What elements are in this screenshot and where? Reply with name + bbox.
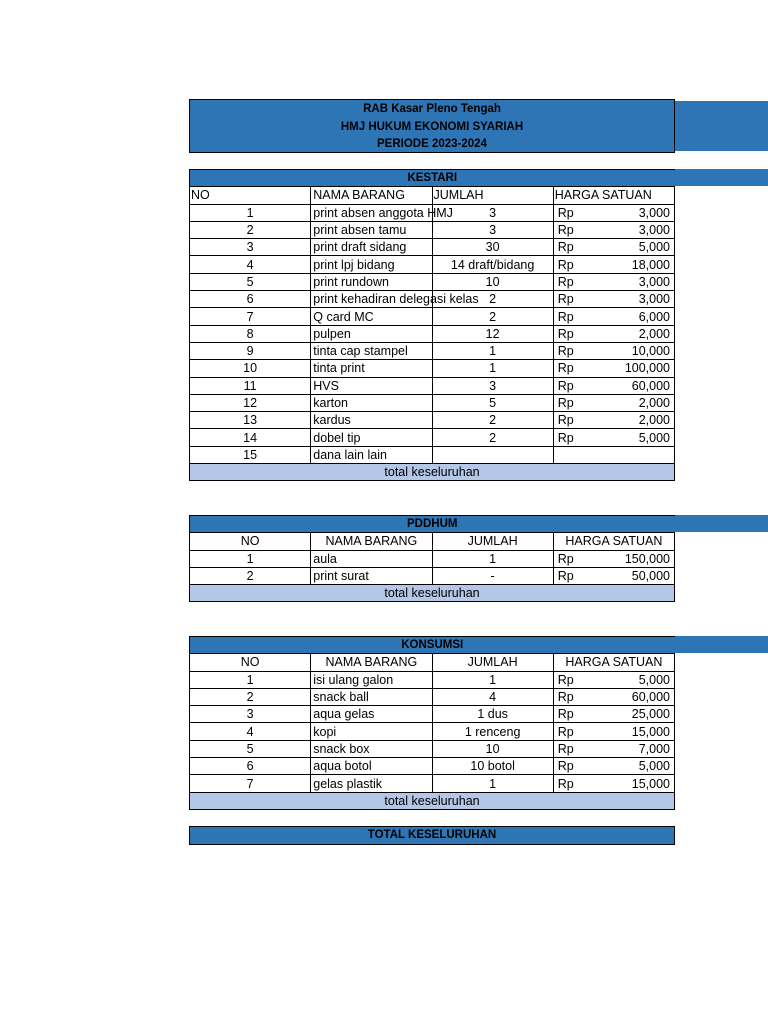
cell-no: 2	[190, 221, 311, 238]
cell-nama-barang: aqua gelas	[311, 706, 432, 723]
cell-harga-satuan	[553, 204, 674, 221]
currency-label: Rp	[557, 724, 574, 739]
cell-harga-satuan	[553, 550, 674, 567]
section-kestari	[189, 169, 675, 481]
price-amount: 5,000	[638, 240, 670, 255]
section-title: PDDHUM	[190, 516, 675, 533]
cell-harga-satuan	[553, 360, 674, 377]
cell-nama-barang: HVS	[311, 377, 432, 394]
price-amount: 5,000	[638, 430, 670, 445]
price-amount: 60,000	[631, 378, 670, 393]
col-header-harga: HARGA SATUAN	[553, 187, 674, 204]
cell-nama-barang: print absen tamu	[311, 221, 432, 238]
cell-jumlah: 10	[432, 273, 553, 290]
cell-jumlah: 4	[432, 688, 553, 705]
cell-nama-barang: print surat	[311, 567, 432, 584]
section-konsumsi	[189, 636, 675, 810]
price-amount: 6,000	[638, 309, 670, 324]
cell-jumlah: 1 renceng	[432, 723, 553, 740]
cell-nama-barang: snack box	[311, 740, 432, 757]
cell-harga-satuan	[553, 412, 674, 429]
currency-label: Rp	[557, 344, 574, 359]
currency-label: Rp	[557, 309, 574, 324]
cell-nama-barang: print draft sidang	[311, 239, 432, 256]
cell-jumlah: -	[432, 567, 553, 584]
cell-no: 11	[190, 377, 311, 394]
cell-nama-barang: pulpen	[311, 325, 432, 342]
table-row	[190, 775, 675, 792]
cell-no: 1	[190, 204, 311, 221]
cell-no: 6	[190, 291, 311, 308]
cell-jumlah: 1	[432, 671, 553, 688]
cell-no: 7	[190, 775, 311, 792]
table-row	[190, 446, 675, 463]
cell-jumlah: 10 botol	[432, 758, 553, 775]
cell-no: 1	[190, 550, 311, 567]
cell-jumlah: 3	[432, 221, 553, 238]
section-band-kestari	[675, 169, 768, 186]
price-amount: 100,000	[624, 361, 670, 376]
cell-nama-barang: print kehadiran delegasi kelas	[311, 291, 432, 308]
grand-total: TOTAL KESELURUHAN	[189, 826, 675, 845]
document-header	[189, 99, 675, 153]
currency-label: Rp	[557, 205, 574, 220]
cell-harga-satuan	[553, 377, 674, 394]
cell-harga-satuan	[553, 567, 674, 584]
cell-no: 7	[190, 308, 311, 325]
currency-label: Rp	[557, 274, 574, 289]
cell-harga-satuan	[553, 723, 674, 740]
konsumsi-table	[189, 636, 675, 810]
col-header-no: NO	[190, 187, 311, 204]
cell-nama-barang: aqua botol	[311, 758, 432, 775]
cell-no: 2	[190, 688, 311, 705]
cell-jumlah: 2	[432, 429, 553, 446]
section-band-konsumsi	[675, 636, 768, 653]
cell-nama-barang: tinta print	[311, 360, 432, 377]
header-period: PERIODE 2023-2024	[377, 138, 487, 150]
cell-nama-barang: dana lain lain	[311, 446, 432, 463]
currency-label: Rp	[557, 430, 574, 445]
cell-harga-satuan	[553, 446, 674, 463]
section-pddhum	[189, 515, 675, 602]
currency-label: Rp	[557, 569, 574, 584]
cell-nama-barang: print absen anggota HMJ	[311, 204, 432, 221]
cell-no: 15	[190, 446, 311, 463]
col-header-no: NO	[190, 654, 311, 671]
cell-no: 4	[190, 723, 311, 740]
cell-nama-barang: dobel tip	[311, 429, 432, 446]
table-row	[190, 325, 675, 342]
table-row	[190, 308, 675, 325]
currency-label: Rp	[557, 240, 574, 255]
cell-harga-satuan	[553, 740, 674, 757]
currency-label: Rp	[557, 741, 574, 756]
cell-harga-satuan	[553, 671, 674, 688]
table-row	[190, 291, 675, 308]
cell-nama-barang: Q card MC	[311, 308, 432, 325]
cell-jumlah: 2	[432, 412, 553, 429]
price-amount: 10,000	[631, 344, 670, 359]
price-amount: 150,000	[624, 551, 670, 566]
currency-label: Rp	[557, 361, 574, 376]
cell-harga-satuan	[553, 256, 674, 273]
currency-label: Rp	[557, 707, 574, 722]
cell-no: 1	[190, 671, 311, 688]
currency-label: Rp	[557, 292, 574, 307]
price-amount: 2,000	[638, 396, 670, 410]
col-header-jumlah: JUMLAH	[432, 533, 553, 550]
cell-jumlah: 1 dus	[432, 706, 553, 723]
cell-nama-barang: isi ulang galon	[311, 671, 432, 688]
col-header-harga: HARGA SATUAN	[553, 533, 674, 550]
price-amount: 15,000	[631, 776, 670, 791]
cell-jumlah: 1	[432, 775, 553, 792]
cell-jumlah: 3	[432, 377, 553, 394]
section-total: total keseluruhan	[190, 792, 675, 809]
cell-jumlah: 14 draft/bidang	[432, 256, 553, 273]
table-row	[190, 688, 675, 705]
kestari-rows	[190, 204, 675, 463]
cell-no: 5	[190, 740, 311, 757]
col-header-nama: NAMA BARANG	[311, 533, 432, 550]
col-header-jumlah: JUMLAH	[432, 654, 553, 671]
table-row	[190, 671, 675, 688]
cell-nama-barang: snack ball	[311, 688, 432, 705]
cell-nama-barang: kopi	[311, 723, 432, 740]
col-header-jumlah: JUMLAH	[432, 187, 553, 204]
cell-nama-barang: tinta cap stampel	[311, 342, 432, 359]
cell-jumlah: 3	[432, 204, 553, 221]
cell-no: 13	[190, 412, 311, 429]
konsumsi-rows	[190, 671, 675, 792]
cell-nama-barang: kardus	[311, 412, 432, 429]
cell-no: 12	[190, 394, 311, 411]
cell-nama-barang: print lpj bidang	[311, 256, 432, 273]
section-total: total keseluruhan	[190, 464, 675, 481]
currency-label: Rp	[557, 759, 574, 774]
table-row	[190, 723, 675, 740]
pddhum-table	[189, 515, 675, 602]
cell-nama-barang: gelas plastik	[311, 775, 432, 792]
currency-label: Rp	[557, 551, 574, 566]
header-title: RAB Kasar Pleno Tengah	[363, 103, 501, 115]
section-total: total keseluruhan	[190, 585, 675, 602]
table-row	[190, 377, 675, 394]
table-row	[190, 567, 675, 584]
currency-label: Rp	[557, 672, 574, 687]
price-amount: 3,000	[638, 205, 670, 220]
price-amount: 3,000	[638, 223, 670, 238]
cell-jumlah: 12	[432, 325, 553, 342]
col-header-no: NO	[190, 533, 311, 550]
col-header-harga: HARGA SATUAN	[553, 654, 674, 671]
cell-no: 3	[190, 239, 311, 256]
currency-label: Rp	[557, 396, 574, 410]
pddhum-rows	[190, 550, 675, 585]
cell-harga-satuan	[553, 342, 674, 359]
currency-label: Rp	[557, 378, 574, 393]
cell-harga-satuan	[553, 688, 674, 705]
table-row	[190, 394, 675, 411]
price-amount: 2,000	[638, 326, 670, 341]
cell-nama-barang: print rundown	[311, 273, 432, 290]
table-row	[190, 758, 675, 775]
price-amount: 7,000	[638, 741, 670, 756]
cell-no: 9	[190, 342, 311, 359]
col-header-nama: NAMA BARANG	[311, 187, 432, 204]
cell-nama-barang: karton	[311, 394, 432, 411]
cell-harga-satuan	[553, 706, 674, 723]
table-row	[190, 239, 675, 256]
section-title: KONSUMSI	[190, 637, 675, 654]
col-header-nama: NAMA BARANG	[311, 654, 432, 671]
price-amount: 3,000	[638, 292, 670, 307]
currency-label: Rp	[557, 690, 574, 705]
table-row	[190, 706, 675, 723]
table-row	[190, 412, 675, 429]
table-row	[190, 273, 675, 290]
table-row	[190, 256, 675, 273]
cell-harga-satuan	[553, 221, 674, 238]
price-amount: 50,000	[631, 569, 670, 584]
cell-harga-satuan	[553, 308, 674, 325]
price-amount: 5,000	[638, 672, 670, 687]
currency-label: Rp	[557, 413, 574, 428]
cell-no: 2	[190, 567, 311, 584]
kestari-table	[189, 169, 675, 481]
cell-jumlah: 1	[432, 550, 553, 567]
cell-harga-satuan	[553, 758, 674, 775]
table-row	[190, 429, 675, 446]
price-amount: 18,000	[631, 257, 670, 272]
cell-no: 14	[190, 429, 311, 446]
cell-harga-satuan	[553, 239, 674, 256]
cell-jumlah: 1	[432, 360, 553, 377]
cell-jumlah: 2	[432, 291, 553, 308]
cell-no: 4	[190, 256, 311, 273]
cell-no: 5	[190, 273, 311, 290]
cell-no: 6	[190, 758, 311, 775]
table-row	[190, 204, 675, 221]
header-organization: HMJ HUKUM EKONOMI SYARIAH	[340, 120, 524, 133]
table-row	[190, 221, 675, 238]
cell-harga-satuan	[553, 394, 674, 411]
cell-no: 8	[190, 325, 311, 342]
cell-jumlah: 1	[432, 342, 553, 359]
cell-harga-satuan	[553, 325, 674, 342]
price-amount: 15,000	[631, 724, 670, 739]
cell-jumlah: 10	[432, 740, 553, 757]
cell-jumlah	[432, 446, 553, 463]
cell-harga-satuan	[553, 273, 674, 290]
table-row	[190, 550, 675, 567]
price-amount: 5,000	[638, 759, 670, 774]
cell-nama-barang: aula	[311, 550, 432, 567]
table-row	[190, 740, 675, 757]
price-amount: 2,000	[638, 413, 670, 428]
cell-no: 3	[190, 706, 311, 723]
currency-label: Rp	[557, 223, 574, 238]
cell-harga-satuan	[553, 775, 674, 792]
cell-jumlah: 5	[432, 394, 553, 411]
table-row	[190, 342, 675, 359]
currency-label: Rp	[557, 776, 574, 791]
cell-jumlah: 2	[432, 308, 553, 325]
section-band-pddhum	[675, 515, 768, 532]
price-amount: 25,000	[631, 707, 670, 722]
cell-harga-satuan	[553, 291, 674, 308]
cell-no: 10	[190, 360, 311, 377]
cell-harga-satuan	[553, 429, 674, 446]
currency-label: Rp	[557, 257, 574, 272]
section-title: KESTARI	[190, 170, 675, 187]
currency-label: Rp	[557, 326, 574, 341]
price-amount: 60,000	[631, 690, 670, 705]
cell-jumlah: 30	[432, 239, 553, 256]
price-amount: 3,000	[638, 274, 670, 289]
table-row	[190, 360, 675, 377]
